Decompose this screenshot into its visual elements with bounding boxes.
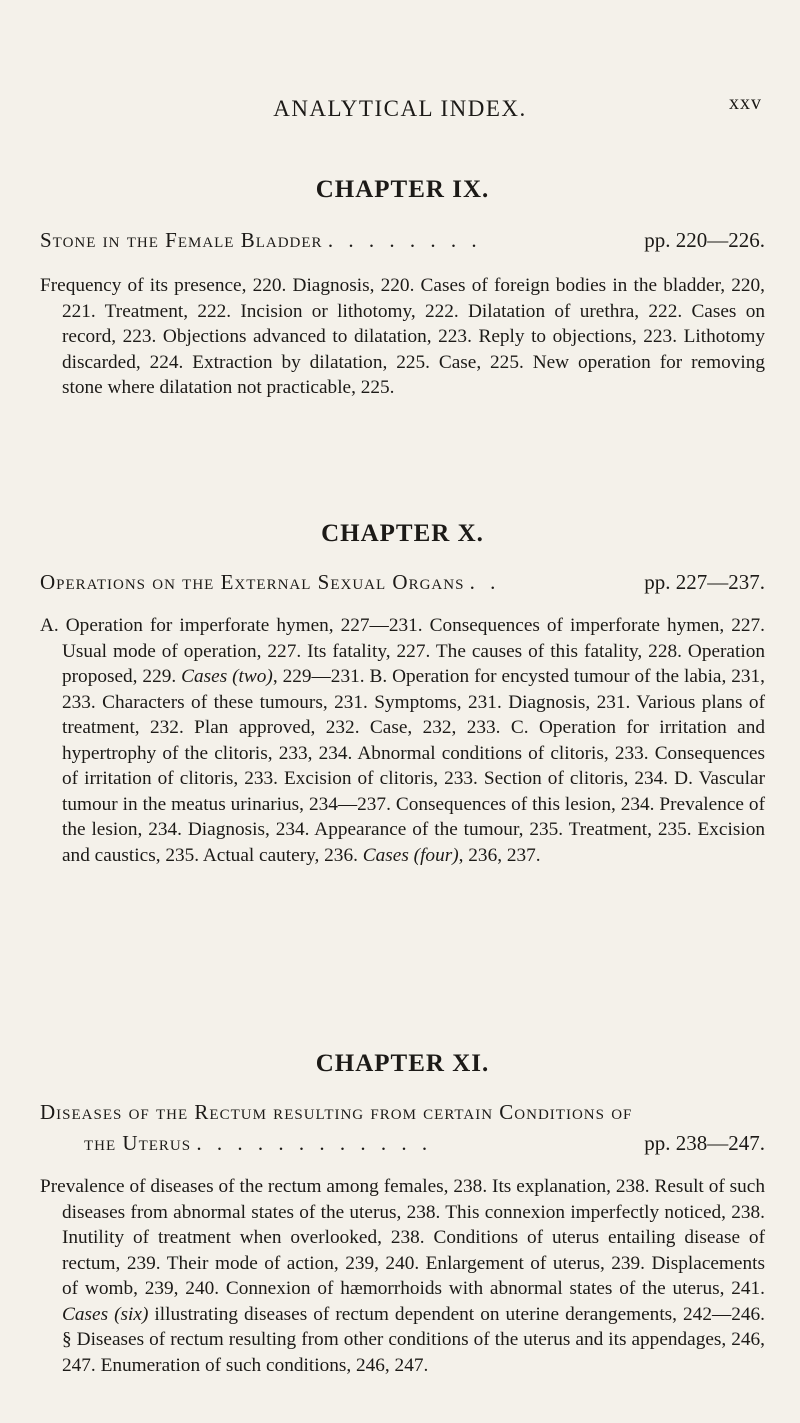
chapter-subject-line-2 bbox=[40, 1131, 765, 1156]
chapter-subject bbox=[40, 570, 765, 595]
page-range: pp. 227—237. bbox=[644, 570, 765, 594]
chapter-heading: CHAPTER XI. bbox=[315, 1050, 490, 1077]
page-range: pp. 238—247. bbox=[644, 1131, 765, 1155]
page-title: ANALYTICAL INDEX. bbox=[273, 96, 527, 121]
running-head bbox=[0, 88, 800, 128]
chapter-heading: CHAPTER IX. bbox=[315, 176, 490, 203]
cases-label: Cases bbox=[362, 844, 409, 866]
chapter-subject-line-1 bbox=[40, 1100, 765, 1125]
subject-title: Diseases of the Rectum resulting from certain Conditions of bbox=[40, 1100, 633, 1124]
chapter-heading: CHAPTER X. bbox=[321, 520, 484, 547]
cases-count: (six) bbox=[114, 1303, 149, 1325]
cases-count: (two) bbox=[232, 666, 273, 687]
subject-title: Stone in the Female Bladder bbox=[40, 228, 323, 252]
chapter-summary: Frequency of its presence, 220. Diagnosis, 220. Cases of foreign bodies in the bladder, 220, 221. Treatment, 222. Incision or lithotomy, 222. Dilatation of urethra, 222. Cases on record, 223. Objections advanced to dilatation, 223. Reply to objections, 223. Lithotomy discarded, 224. Extraction by dilatation, 225. Case, 225. New operation for removing stone where dilatation not practicable, 225. bbox=[40, 275, 765, 398]
chapter-summary bbox=[40, 1174, 765, 1378]
page-number: xxv bbox=[729, 92, 762, 114]
subject-title: Operations on the External Sexual Organs bbox=[40, 570, 465, 594]
subject-title-continued: the Uterus bbox=[84, 1131, 192, 1155]
chapter-subject bbox=[40, 228, 765, 253]
summary-text: Prevalence of diseases of the rectum among females, 238. Its explanation, 238. Result of such diseases from abnormal states of the uterus, 238. This connexion imperfectly noticed, 238. Inutility of treatment when overlooked, 238. Conditions of uterus entailing disease of rectum, 239. Their mode of action, 239, 240. Enlargement of uterus, 239. Displacements of womb, 239, 240. Connexion of hæmorrhoids with abnormal states of the uterus, 241. bbox=[40, 1176, 765, 1299]
chapter-ix bbox=[40, 176, 765, 401]
cases-label: Cases bbox=[181, 666, 228, 687]
summary-text: , 236, 237. bbox=[458, 844, 541, 866]
leader-dots: . . . . . . . . bbox=[327, 228, 482, 252]
leader-dots: . . . . . . . . . . . . bbox=[196, 1131, 433, 1155]
page-range: pp. 220—226. bbox=[644, 228, 765, 252]
chapter-xi bbox=[40, 1050, 765, 1378]
cases-label: Cases bbox=[62, 1303, 109, 1325]
cases-count: (four) bbox=[413, 844, 459, 866]
chapter-summary bbox=[40, 613, 765, 868]
chapter-x bbox=[40, 520, 765, 868]
summary-text: , 229—231. B. Operation for encysted tumour of the labia, 231, 233. Characters of these tumours, 231. Symptoms, 231. Diagnosis, 231. Various plans of treatment, 232. Plan approved, 232. Case, 232, 233. C. Operation for irritation and hypertrophy of the clitoris, 233, 234. Abnormal conditions of clitoris, 233. Consequences of irritation of clitoris, 233. Excision of clitoris, 233. Section of clitoris, 234. D. Vascular tumour in the meatus urinarius, 234—237. Consequences of this lesion, 234. Prevalence of the lesion, 234. Diagnosis, 234. Appearance of the tumour, 235. Treatment, 235. Excision and caustics, 235. Actual cautery, 236. bbox=[62, 666, 765, 866]
leader-dots: . . bbox=[469, 570, 501, 594]
summary-text: illustrating diseases of rectum dependent on uterine derangements, 242—246. § Diseases of rectum resulting from other conditions of the uterus and its appendages, 246, 247. Enumeration of such conditions, 246, 247. bbox=[62, 1303, 765, 1376]
summary-text: A. Operation for imperforate hymen, 227—231. Consequences of imperforate hymen, 227. Usual mode of operation, 227. Its fatality, 227. The causes of this fatality, 228. Operation proposed, 229. bbox=[40, 615, 765, 687]
